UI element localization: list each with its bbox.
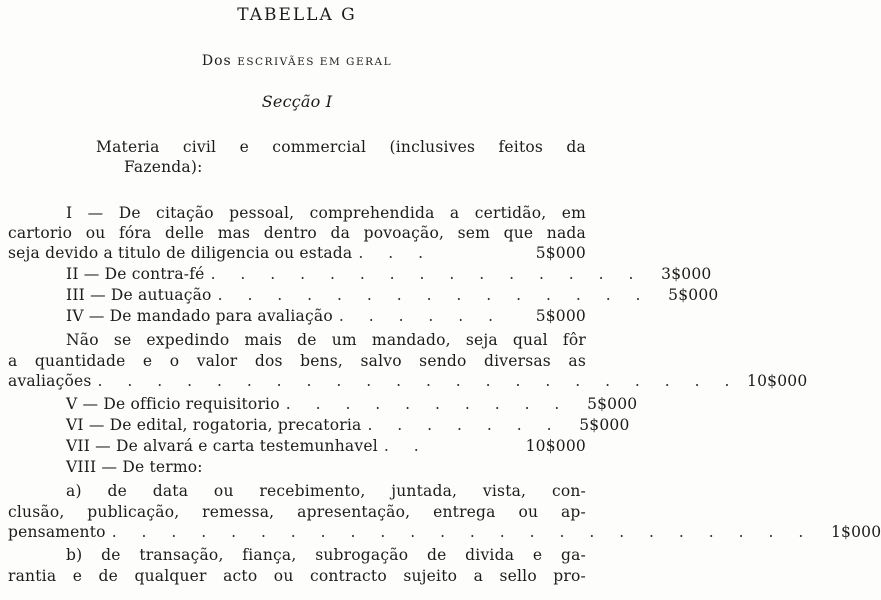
sub-a-text: pensamento (8, 523, 106, 541)
note-line-3 (8, 372, 808, 391)
item-3-text: III — De autuação (66, 286, 212, 304)
item-5-value: 5$000 (587, 395, 638, 413)
item-6-text: VI — De edital, rogatoria, precatoria (66, 416, 362, 434)
item-8-heading: VIII — De termo: (66, 458, 203, 476)
note-line-1: Não se expedindo mais de um mandado, seja qual fôr (66, 331, 586, 349)
item-5-text: V — De officio requisitorio (66, 395, 280, 413)
sub-a-value: 1$000 (830, 523, 881, 541)
item-1-value: 5$000 (535, 244, 586, 262)
section-heading: Secção I (261, 92, 333, 111)
item-2-value: 3$000 (661, 265, 712, 283)
item-1-line-2: cartorio ou fóra delle mas dentro da povoação, sem que nada (8, 224, 586, 242)
dot-leader: . . . . . . . . . . . . . . . (217, 286, 651, 304)
item-3-row (66, 286, 719, 305)
note-line-2: a quantidade e o valor dos bens, salvo sendo diversas as (8, 352, 586, 370)
item-1-text: seja devido a titulo de diligencia ou estada (8, 244, 353, 262)
item-5-row (66, 395, 638, 414)
dot-leader: . . . . . . . . . . . . . . . . . . . . . . . . (111, 523, 814, 541)
dot-leader: . . . . . . . . . . . . . . . (210, 265, 644, 283)
dot-leader: . . (383, 437, 429, 455)
intro-line-2: Fazenda): (124, 158, 203, 176)
sub-b-line-1: b) de transação, fiança, subrogação de divida e ga- (66, 546, 586, 564)
item-7-row (66, 437, 586, 456)
item-7-value: 10$000 (525, 437, 586, 455)
item-1-line-1: I — De citação pessoal, comprehendida a certidão, em (66, 204, 586, 222)
sub-a-line-1: a) de data ou recebimento, juntada, vista, con- (66, 482, 586, 500)
item-3-value: 5$000 (668, 286, 719, 304)
dot-leader: . . . . . . . . . . . . . . . . . . . . . . (97, 372, 740, 390)
sub-a-line-3 (8, 523, 881, 542)
note-text: avaliações (8, 372, 92, 390)
sub-b-line-2: rantia e de qualquer acto ou contracto sujeito a sello pro- (8, 567, 586, 585)
intro-line-1: Materia civil e commercial (inclusives feitos da (96, 138, 586, 156)
subtitle-smallcaps: ESCRIVÃES EM GERAL (237, 56, 393, 68)
note-value: 10$000 (747, 372, 808, 390)
dot-leader: . . . . . . (338, 307, 504, 325)
item-6-row (66, 416, 630, 435)
sub-a-line-2: clusão, publicação, remessa, apresentação, entrega ou ap- (8, 503, 586, 521)
subtitle-word: Dos (201, 53, 232, 69)
table-subtitle (8, 52, 586, 72)
item-6-value: 5$000 (579, 416, 630, 434)
item-4-value: 5$000 (535, 307, 586, 325)
dot-leader: . . . . . . . (367, 416, 562, 434)
dot-leader: . . . . . . . . . . (285, 395, 570, 413)
item-4-row (66, 307, 586, 326)
item-7-text: VII — De alvará e carta testemunhavel (66, 437, 378, 455)
dot-leader: . . . (358, 244, 434, 262)
table-title: TABELLA G (237, 5, 357, 25)
item-2-text: II — De contra-fé (66, 265, 205, 283)
item-2-row (66, 265, 712, 284)
item-1-line-3 (8, 244, 586, 263)
item-4-text: IV — De mandado para avaliação (66, 307, 333, 325)
